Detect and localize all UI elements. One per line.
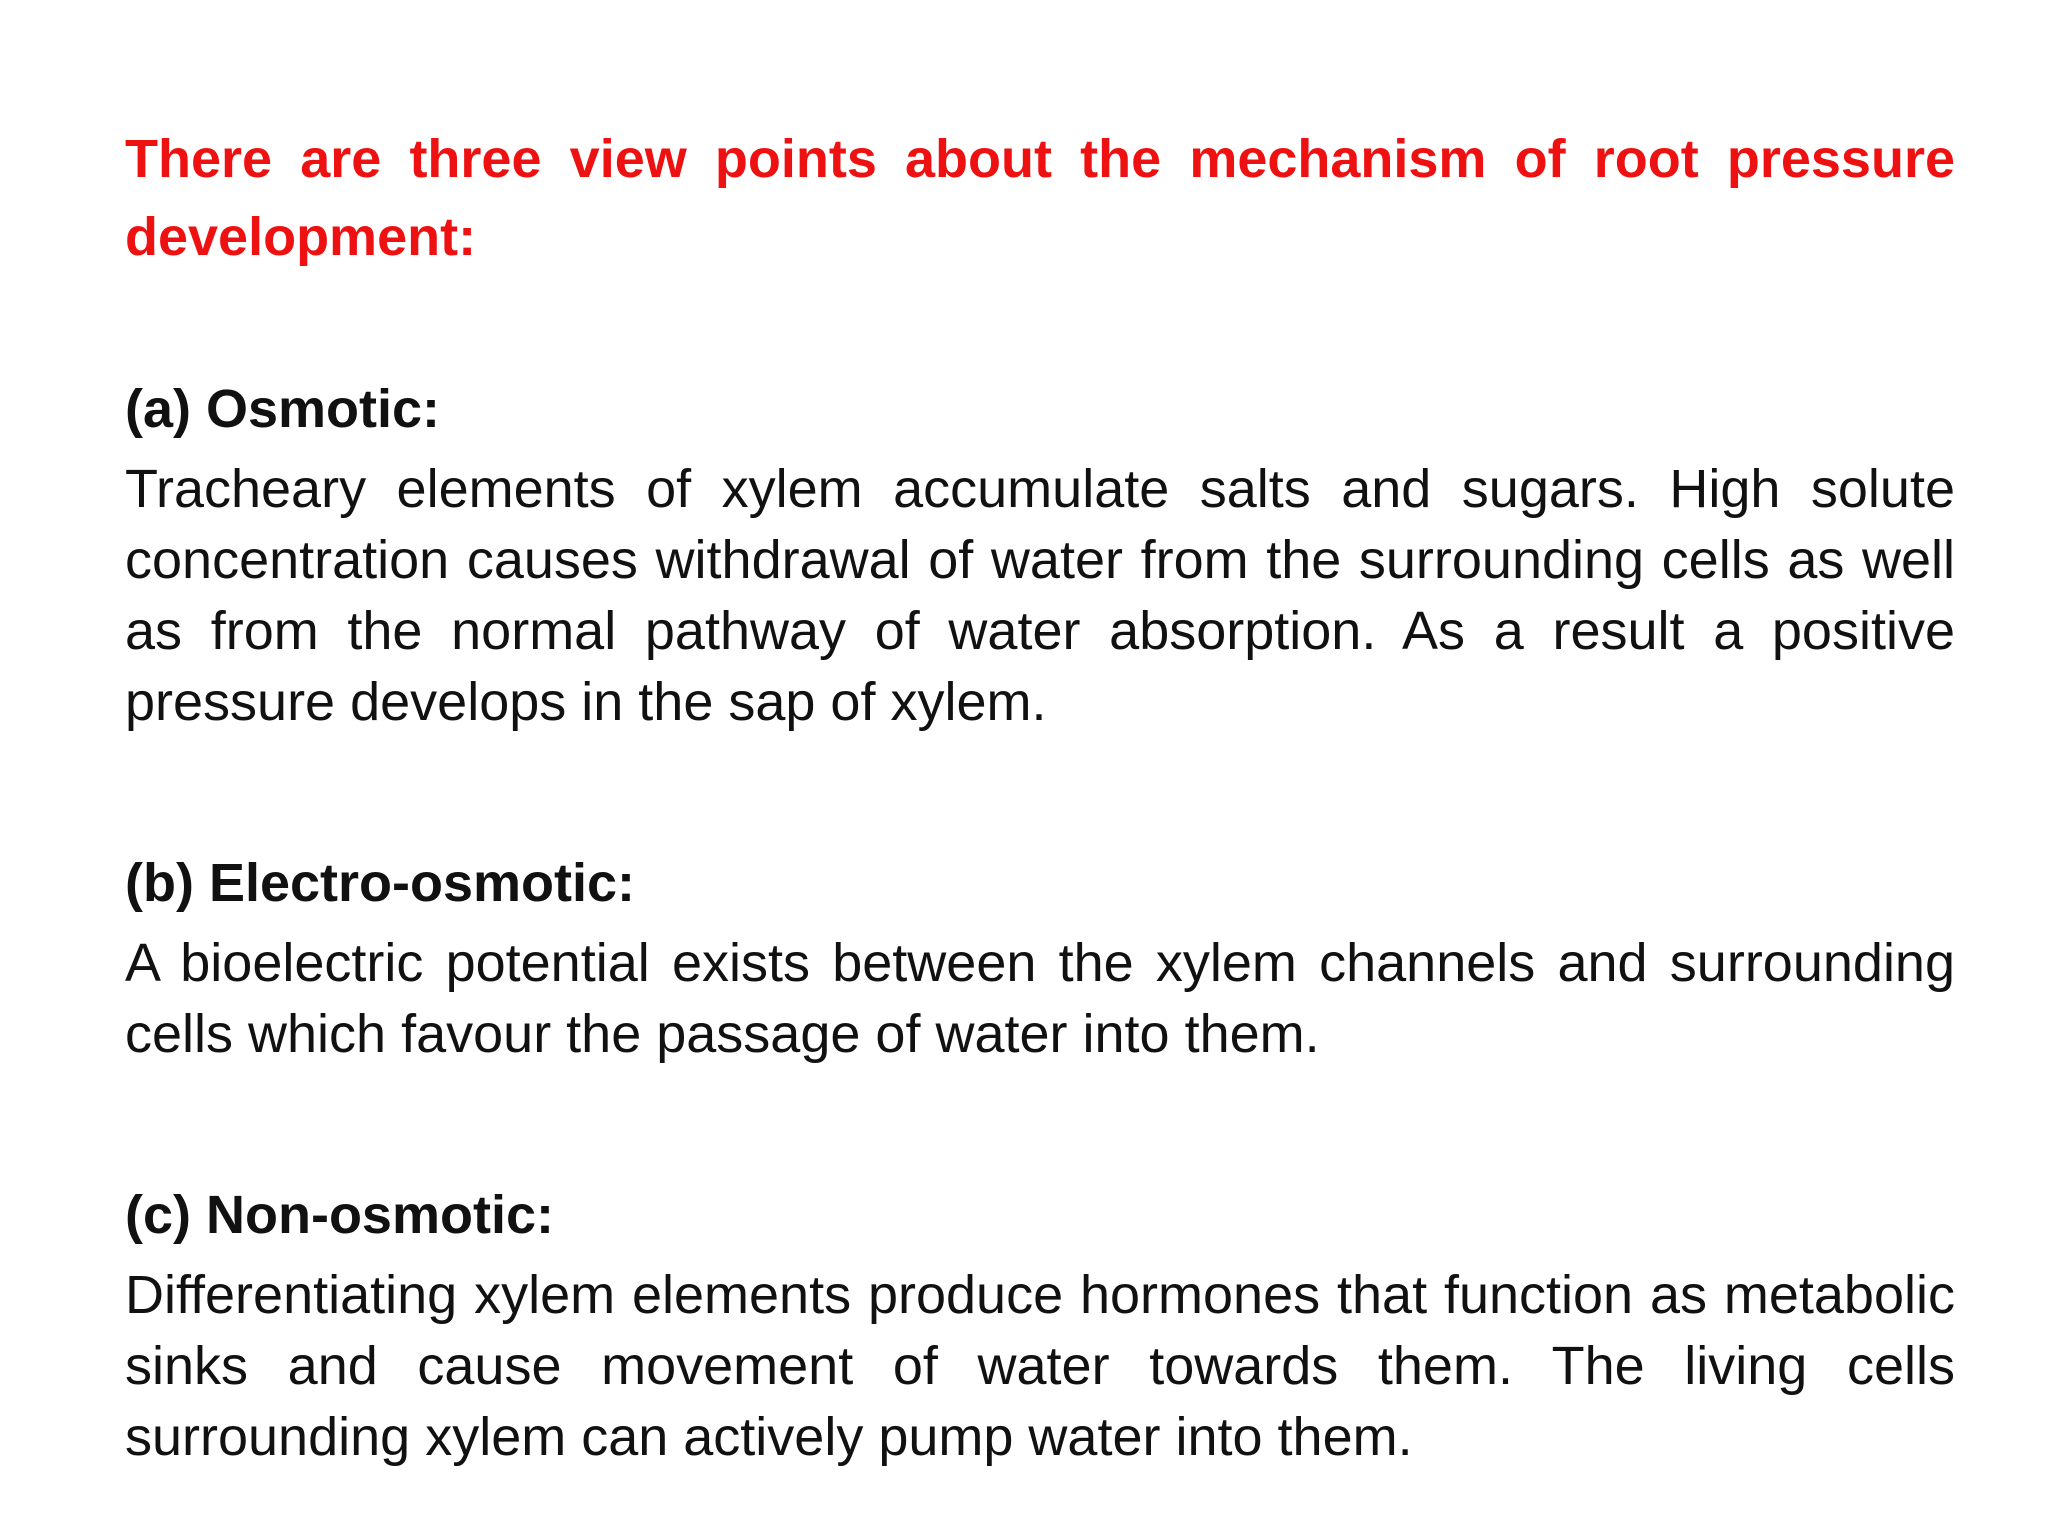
intro-heading: There are three view points about the mechanism of root pressure development: bbox=[125, 129, 1955, 267]
section-heading-non-osmotic: (c) Non-osmotic: bbox=[125, 1185, 554, 1245]
section-heading-electro-osmotic: (b) Electro-osmotic: bbox=[125, 853, 636, 913]
section-osmotic bbox=[125, 376, 1955, 738]
slide-content bbox=[125, 120, 1955, 1473]
section-body-osmotic: Tracheary elements of xylem accumulate salts and sugars. High solute concentration causes withdrawal of water from the surrounding cells as well as from the normal pathway of water absorption. As a result a positive pressure develops in the sap of xylem. bbox=[125, 459, 1955, 732]
section-body-non-osmotic: Differentiating xylem elements produce hormones that function as metabolic sinks and cause movement of water towards them. The living cells surrounding xylem can actively pump water into them. bbox=[125, 1265, 1955, 1467]
section-body-electro-osmotic: A bioelectric potential exists between the xylem channels and surrounding cells which favour the passage of water into them. bbox=[125, 933, 1955, 1064]
section-electro-osmotic bbox=[125, 850, 1955, 1070]
section-heading-osmotic: (a) Osmotic: bbox=[125, 379, 441, 439]
section-non-osmotic bbox=[125, 1182, 1955, 1473]
